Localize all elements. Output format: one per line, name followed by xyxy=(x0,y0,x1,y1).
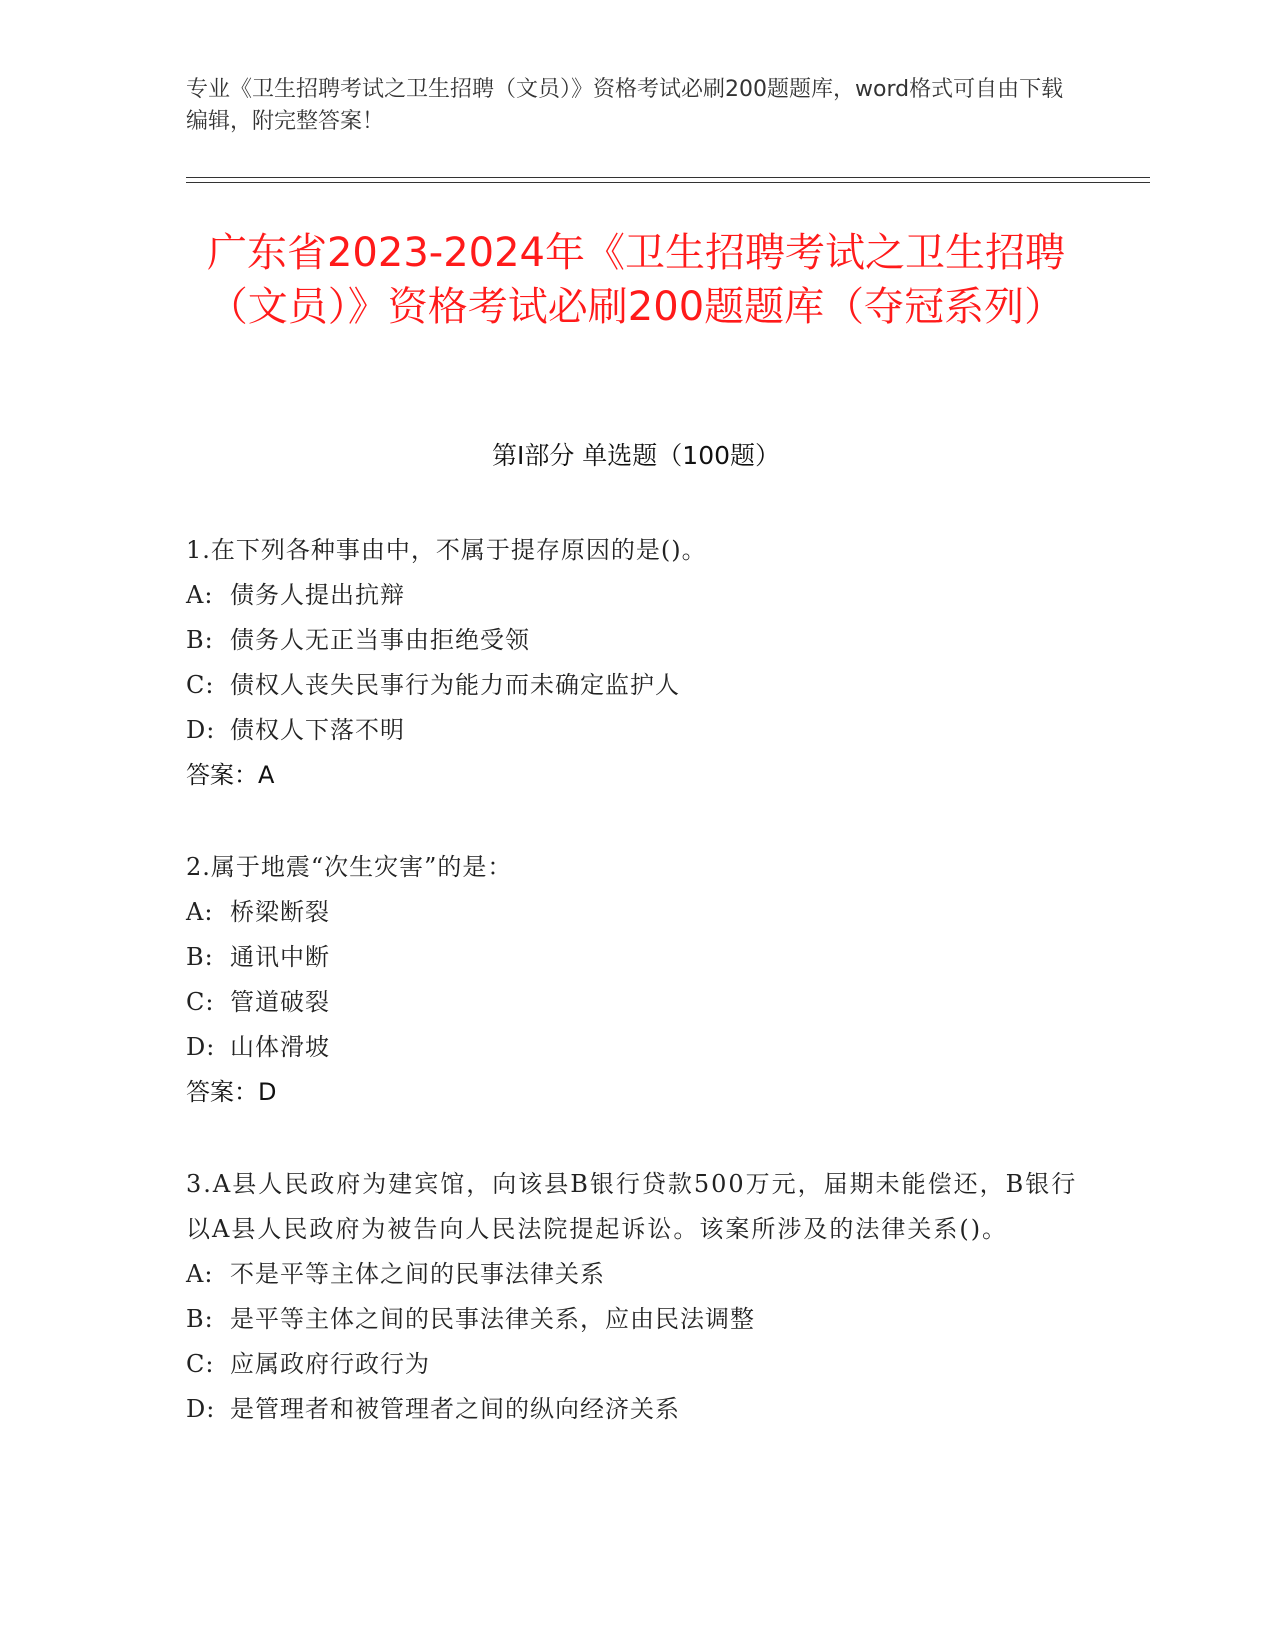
option-text: 债权人下落不明 xyxy=(230,716,405,744)
option-text: 是平等主体之间的民事法律关系，应由民法调整 xyxy=(230,1305,755,1333)
option-text: 通讯中断 xyxy=(230,943,330,971)
option-a xyxy=(186,890,1086,935)
option-text: 应属政府行政行为 xyxy=(230,1350,430,1378)
option-a xyxy=(186,573,1086,618)
option-c xyxy=(186,1342,1086,1387)
header-divider xyxy=(186,177,1150,178)
option-key: D: xyxy=(186,1395,216,1423)
option-key: C: xyxy=(186,988,215,1016)
option-key: B: xyxy=(186,626,214,654)
option-text: 不是平等主体之间的民事法律关系 xyxy=(230,1260,605,1288)
header-note: 专业《卫生招聘考试之卫生招聘（文员）》资格考试必刷200题题库，word格式可自由下载编辑，附完整答案！ xyxy=(186,77,1064,134)
question-3 xyxy=(186,1162,1086,1432)
option-key: B: xyxy=(186,1305,214,1333)
option-key: C: xyxy=(186,671,215,699)
option-d xyxy=(186,1387,1086,1432)
option-text: 债务人提出抗辩 xyxy=(230,581,405,609)
header-divider-second xyxy=(186,182,1150,183)
question-stem: 3.A县人民政府为建宾馆，向该县B银行贷款500万元，届期未能偿还，B银行以A县人民政府为被告向人民法院提起诉讼。该案所涉及的法律关系()。 xyxy=(186,1170,1078,1243)
option-key: C: xyxy=(186,1350,215,1378)
question-2 xyxy=(186,845,1086,1115)
question-stem: 2.属于地震“次生灾害”的是： xyxy=(186,853,513,881)
option-key: A: xyxy=(186,1260,214,1288)
option-key: D: xyxy=(186,1033,216,1061)
option-b xyxy=(186,1297,1086,1342)
option-text: 山体滑坡 xyxy=(230,1033,330,1061)
question-1 xyxy=(186,528,1086,798)
option-key: B: xyxy=(186,943,214,971)
option-key: A: xyxy=(186,898,214,926)
option-c xyxy=(186,663,1086,708)
option-key: D: xyxy=(186,716,216,744)
option-d xyxy=(186,708,1086,753)
option-c xyxy=(186,980,1086,1025)
answer: 答案：A xyxy=(186,761,275,789)
option-text: 是管理者和被管理者之间的纵向经济关系 xyxy=(230,1395,680,1423)
option-text: 桥梁断裂 xyxy=(230,898,330,926)
option-text: 债权人丧失民事行为能力而未确定监护人 xyxy=(230,671,680,699)
option-text: 债务人无正当事由拒绝受领 xyxy=(230,626,530,654)
option-b xyxy=(186,618,1086,663)
question-list xyxy=(186,528,1086,1479)
question-stem: 1.在下列各种事由中，不属于提存原因的是()。 xyxy=(186,536,707,564)
option-b xyxy=(186,935,1086,980)
section-heading: 第I部分 单选题（100题） xyxy=(491,441,781,470)
option-a xyxy=(186,1252,1086,1297)
answer: 答案：D xyxy=(186,1078,277,1106)
option-text: 管道破裂 xyxy=(230,988,330,1016)
option-d xyxy=(186,1025,1086,1070)
option-key: A: xyxy=(186,581,214,609)
document-title: 广东省2023-2024年《卫生招聘考试之卫生招聘（文员）》资格考试必刷200题题库（夺冠系列） xyxy=(206,230,1066,330)
